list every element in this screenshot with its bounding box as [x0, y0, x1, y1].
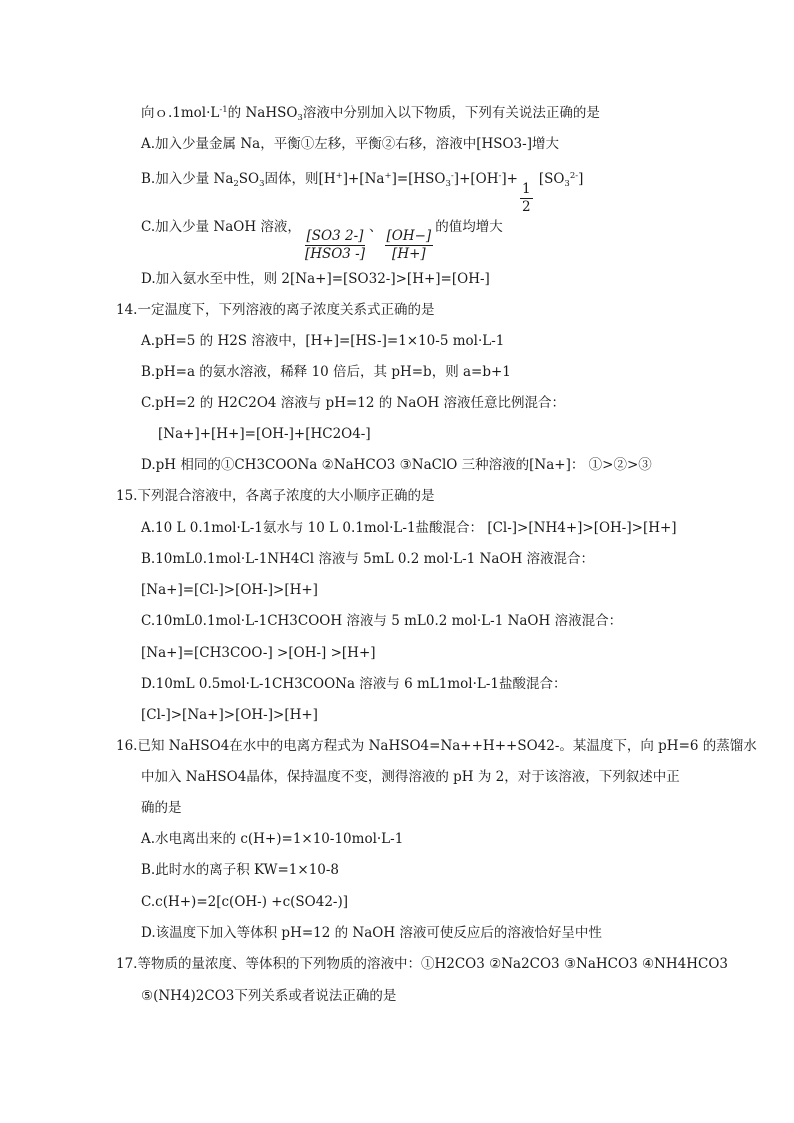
q15-option-b-order: [Na+]=[Cl-]>[OH-]>[H+]: [141, 582, 318, 598]
q15-option-c: C.10mL0.1mol·L-1CH3COOH 溶液与 5 mL0.2 mol·L-1 NaOH 溶液混合：: [141, 613, 623, 629]
q14-option-d: D.pH 相同的①CH3COONa ②NaHCO3 ③NaClO 三种溶液的[Na+]： ①>②>③: [141, 457, 652, 473]
q16-option-a: A.水电离出来的 c(H+)=1×10-10mol·L-1: [141, 831, 404, 847]
q13-option-d: D.加入氨水至中性，则 2[Na+]=[SO32-]>[H+]=[OH-]: [141, 271, 490, 287]
q15-option-d-order: [Cl-]>[Na+]>[OH-]>[H+]: [141, 707, 318, 723]
q15-stem: 15.下列混合溶液中，各离子浓度的大小顺序正确的是: [116, 488, 435, 504]
q14-option-a: A.pH=5 的 H2S 溶液中，[H+]=[HS-]=1×10-5 mol·L-1: [141, 333, 505, 349]
q13-option-c: C.加入少量 NaOH 溶液， $\frac{[SO3 2-]}{\text{[HSO3 -]}}$ 、 $\frac{[OH-]}{[H+]}$ 的值均增大: [141, 219, 503, 262]
q16-option-c: C.c(H+)=2[c(OH-) +c(SO42-)]: [141, 894, 349, 910]
q13-stem: 向$o.1mol\cdot L^{-1}$的 NaHSO$_3$溶液中分别加入以下物质，下列有关说法正确的是: [141, 105, 600, 123]
q16-option-d: D.该温度下加入等体积 pH=12 的 NaOH 溶液可使反应后的溶液恰好呈中性: [141, 925, 602, 941]
q15-option-c-order: [Na+]=[CH3COO-] >[OH-] >[H+]: [141, 645, 376, 661]
q16-stem-line3: 确的是: [141, 800, 182, 816]
q15-option-b: B.10mL0.1mol·L-1NH4Cl 溶液与 5mL 0.2 mol·L-1 NaOH 溶液混合：: [141, 551, 595, 567]
q14-stem: 14.一定温度下，下列溶液的离子浓度关系式正确的是: [116, 302, 435, 318]
sulfite-ratio-fraction: $\frac{[SO3 2-]}{\text{[HSO3 -]}}$: [304, 228, 366, 262]
q13-option-a: A.加入少量金属 Na，平衡①左移，平衡②右移，溶液中[HSO3-]增大: [141, 136, 559, 152]
q17-stem-line1: 17.等物质的量浓度、等体积的下列物质的溶液中：①H2CO3 ②Na2CO3 ③NaHCO3 ④NH4HCO3: [116, 956, 728, 972]
q14-option-c: C.pH=2 的 H2C2O4 溶液与 pH=12 的 NaOH 溶液任意比例混合：: [141, 395, 566, 411]
q14-option-c-equation: [Na+]+[H+]=[OH-]+[HC2O4-]: [158, 426, 371, 442]
q15-option-d: D.10mL 0.5mol·L-1CH3COONa 溶液与 6 mL1mol·L-1盐酸混合：: [141, 676, 567, 692]
q15-option-a: A.10 L 0.1mol·L-1氨水与 10 L 0.1mol·L-1盐酸混合： [Cl-]>[NH4+]>[OH-]>[H+]: [141, 520, 677, 536]
q14-option-b: B.pH=a 的氨水溶液，稀释 10 倍后，其 pH=b，则 a=b+1: [141, 364, 511, 380]
q16-stem-line2: 中加入 NaHSO4晶体，保持温度不变，测得溶液的 pH 为 2，对于该溶液，下列叙述中正: [141, 769, 680, 785]
q13-option-b: B.加入少量 $Na_2SO_3$固体，则$[H^+]+[Na^+]=[HSO_3^-]+[OH^-]+$ $\frac{1}{2}$ $[SO_3^{2-}]$: [141, 171, 584, 215]
q16-stem-line1: 16.已知 NaHSO4在水中的电离方程式为 NaHSO4=Na++H++SO42-。某温度下，向 pH=6 的蒸馏水: [116, 738, 757, 754]
hydroxide-ratio-fraction: $\frac{[OH-]}{[H+]}$: [386, 228, 432, 262]
q16-option-b: B.此时水的离子积 KW=1×10-8: [141, 862, 340, 878]
one-half-fraction: $\frac{1}{2}$: [521, 181, 531, 215]
q17-stem-line2: ⑤(NH4)2CO3下列关系或者说法正确的是: [141, 988, 397, 1004]
